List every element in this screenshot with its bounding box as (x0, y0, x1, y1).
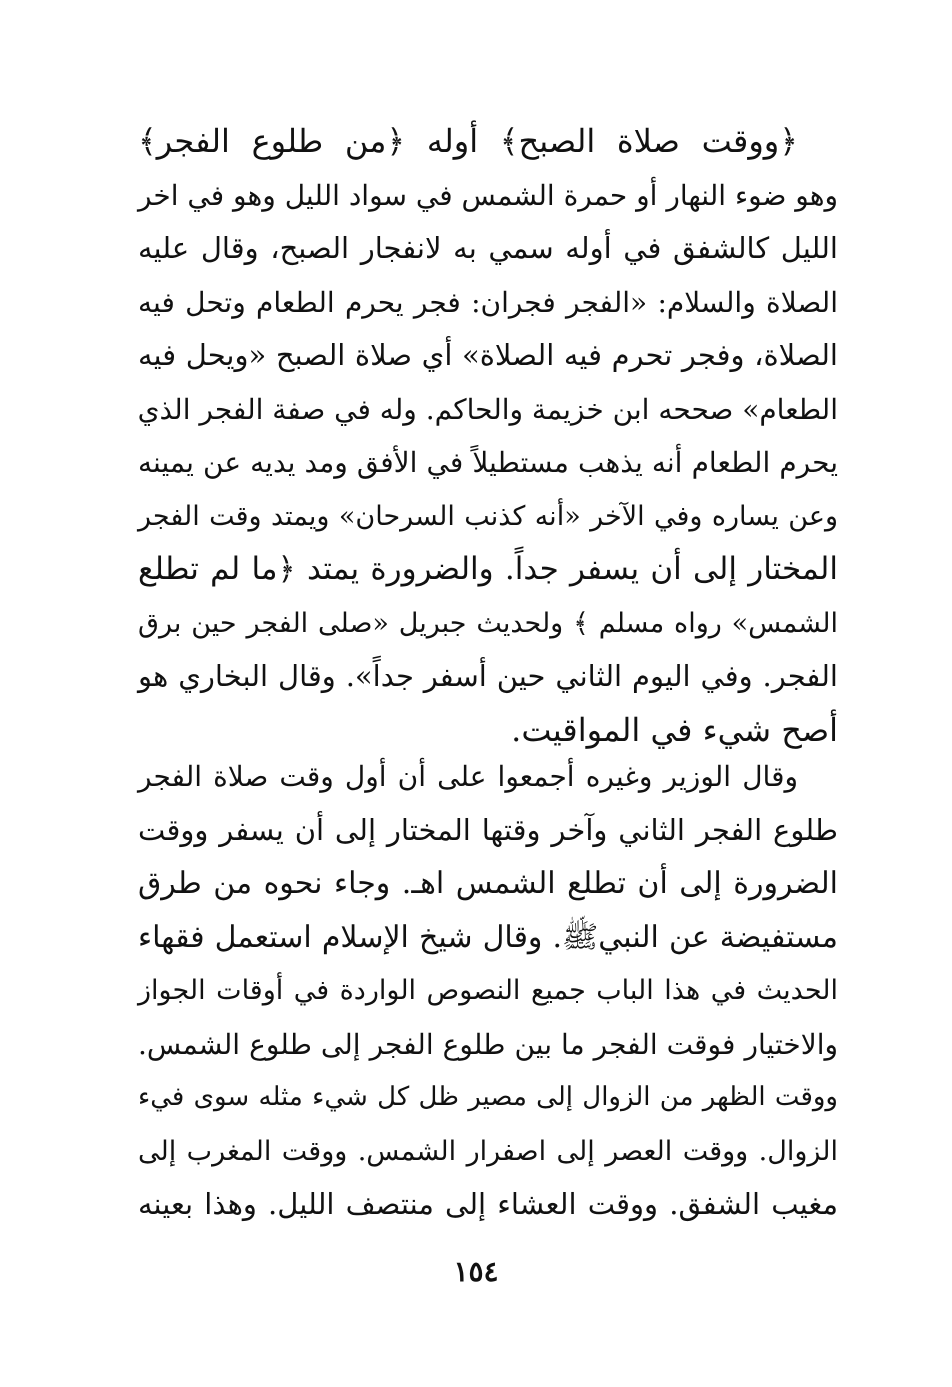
text-line: وهو ضوء النهار أو حمرة الشمس في سواد الليل وهو في اخر (137, 178, 838, 212)
text-line: الضرورة إلى أن تطلع الشمس اهـ. وجاء نحوه من طرق (138, 866, 838, 901)
text-line: وقال الوزير وغيره أجمعوا على أن أول وقت صلاة الفجر (138, 760, 798, 793)
text-line: مغيب الشفق. ووقت العشاء إلى منتصف الليل. وهذا بعينه (138, 1187, 838, 1221)
text-line: طلوع الفجر الثاني وآخر وقتها المختار إلى أن يسفر ووقت (138, 812, 838, 847)
text-line: الزوال. ووقت العصر إلى اصفرار الشمس. ووقت المغرب إلى (138, 1135, 838, 1167)
text-line: مستفيضة عن النبيﷺ. وقال شيخ الإسلام استعمل فقهاء (138, 919, 838, 955)
paragraph-1 (138, 115, 838, 757)
text-line: وعن يساره وفي الآخر «أنه كذنب السرحان» ويمتد وقت الفجر (138, 500, 838, 532)
text-line: الصلاة، وفجر تحرم فيه الصلاة» أي صلاة الصبح «ويحل فيه (138, 338, 838, 372)
paragraph-2 (138, 750, 838, 1232)
text-line: الصلاة والسلام: «الفجر فجران: فجر يحرم الطعام وتحل فيه (138, 285, 838, 319)
page-number: ١٥٤ (453, 1255, 499, 1288)
text-line: الطعام» صححه ابن خزيمة والحاكم. وله في صفة الفجر الذي (137, 392, 838, 426)
text-line: ووقت الظهر من الزوال إلى مصير ظل كل شيء مثله سوى فيء (138, 1082, 838, 1112)
text-line: أصح شيء في المواقيت. (511, 710, 838, 749)
text-line: ﴿ووقت صلاة الصبح﴾ أوله ﴿من طلوع الفجر﴾ (138, 122, 798, 160)
text-line: الشمس» رواه مسلم ﴾ ولحديث جبريل «صلى الفجر حين برق (138, 607, 838, 639)
text-line: والاختيار فوقت الفجر ما بين طلوع الفجر إلى طلوع الشمس. (138, 1027, 838, 1061)
text-line: الفجر. وفي اليوم الثاني حين أسفر جداً». وقال البخاري هو (138, 659, 838, 693)
text-line: الليل كالشفق في أوله سمي به لانفجار الصبح، وقال عليه (138, 231, 838, 265)
text-line: المختار إلى أن يسفر جداً. والضرورة يمتد ﴿ما لم تطلع (138, 551, 838, 587)
text-line: الحديث في هذا الباب جميع النصوص الواردة في أوقات الجواز (138, 975, 838, 1006)
text-line: يحرم الطعام أنه يذهب مستطيلاً في الأفق ومد يديه عن يمينه (138, 446, 838, 479)
